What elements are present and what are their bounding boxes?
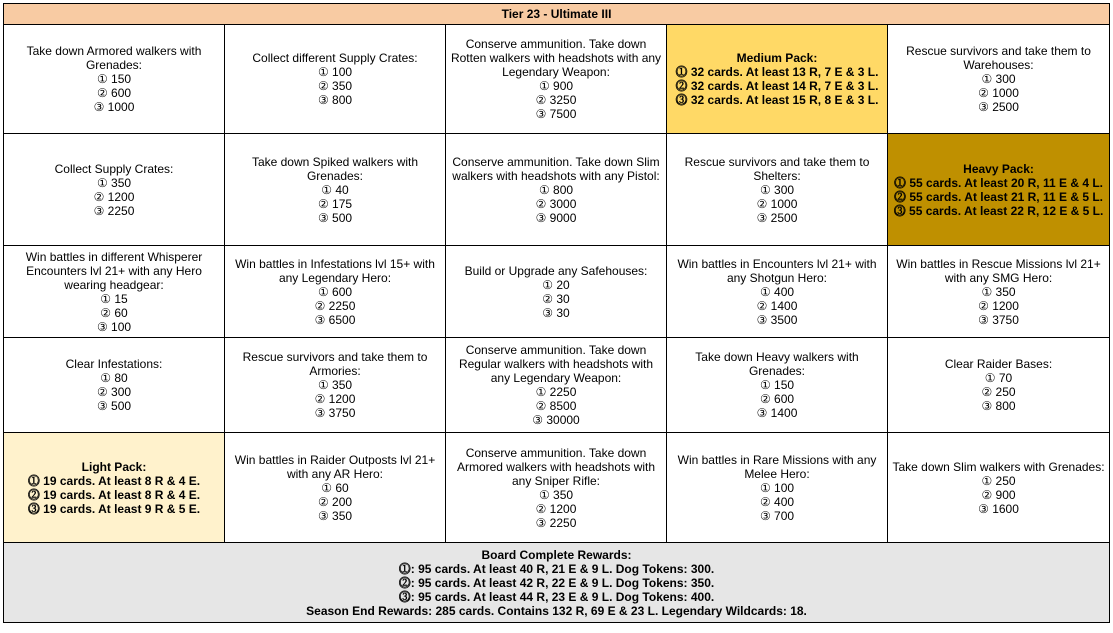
challenge-description: Rescue survivors and take them to Shelters: [684, 154, 870, 183]
challenge-target-tier-1: ① 900 [538, 79, 574, 93]
footer-row [4, 543, 1110, 623]
board-row [4, 246, 1110, 338]
challenge-cell [446, 338, 667, 433]
challenge-target-tier-2: ② 60 [100, 305, 128, 320]
challenge-description: Clear Infestations: [65, 357, 163, 371]
challenge-target-tier-3: ③ 30000 [532, 413, 580, 427]
pack-reward-cell [4, 433, 225, 543]
challenge-target-tier-1: ① 60 [321, 480, 349, 495]
challenge-target-tier-2: ② 30 [542, 291, 570, 306]
tier-title: Tier 23 - Ultimate III [4, 4, 1110, 25]
challenge-target-tier-1: ① 20 [542, 277, 570, 292]
challenge-target-tier-1: ① 350 [317, 378, 353, 392]
challenge-cell [888, 433, 1110, 543]
challenge-description: Rescue survivors and take them to Armories: [242, 350, 428, 378]
challenge-target-tier-1: ① 300 [981, 72, 1016, 86]
challenge-target-tier-3: ③ 3750 [978, 312, 1019, 327]
pack-title: Heavy Pack: [963, 161, 1034, 176]
challenge-target-tier-3: ③ 2500 [978, 100, 1019, 114]
challenge-target-tier-1: ① 300 [759, 182, 795, 197]
pack-title: Medium Pack: [736, 51, 818, 65]
pack-tier-1: ⓵ 55 cards. At least 20 R, 11 E & 4 L. [894, 175, 1104, 190]
challenge-target-tier-3: ③ 2500 [756, 210, 798, 225]
challenge-cell [225, 338, 446, 433]
challenge-target-tier-1: ① 2250 [535, 385, 577, 399]
challenge-cell [888, 25, 1110, 134]
challenge-target-tier-3: ③ 500 [317, 210, 353, 225]
challenge-target-tier-1: ① 250 [981, 473, 1016, 488]
challenge-target-tier-2: ② 300 [96, 385, 132, 399]
challenge-target-tier-2: ② 8500 [535, 399, 577, 413]
board-complete-reward-1: ⓵: 95 cards. At least 40 R, 21 E & 9 L. Dog Tokens: 300. [398, 561, 715, 576]
challenge-target-tier-3: ③ 6500 [314, 312, 356, 327]
challenge-target-tier-1: ① 400 [759, 284, 795, 299]
challenge-cell [888, 246, 1110, 338]
board-complete-reward-3: ⓷: 95 cards. At least 44 R, 23 E & 9 L. Dog Tokens: 400. [398, 589, 715, 604]
challenge-cell [4, 338, 225, 433]
challenge-target-tier-1: ① 800 [538, 182, 574, 197]
challenge-cell [667, 246, 888, 338]
challenge-description: Win battles in Encounters lvl 21+ with any Shotgun Hero: [677, 256, 877, 285]
challenge-description: Win battles in Rare Missions with any Melee Hero: [677, 452, 877, 481]
challenge-cell [446, 134, 667, 246]
pack-reward-cell [667, 25, 888, 134]
board-row [4, 433, 1110, 543]
challenge-target-tier-1: ① 100 [317, 65, 353, 79]
challenge-cell [446, 25, 667, 134]
challenge-description: Build or Upgrade any Safehouses: [464, 263, 648, 278]
challenge-target-tier-2: ② 1400 [756, 298, 798, 313]
challenge-cell [4, 246, 225, 338]
challenge-target-tier-3: ③ 9000 [535, 210, 577, 225]
challenge-target-tier-1: ① 100 [759, 480, 795, 495]
challenge-target-tier-2: ② 1200 [535, 501, 577, 516]
challenge-target-tier-3: ③ 800 [981, 399, 1016, 413]
board-complete-reward-2: ⓶: 95 cards. At least 42 R, 22 E & 9 L. Dog Tokens: 350. [398, 575, 715, 590]
challenge-target-tier-2: ② 1200 [978, 298, 1019, 313]
challenge-description: Rescue survivors and take them to Warehouses: [906, 44, 1091, 72]
challenge-description: Conserve ammunition. Take down Rotten walkers with headshots with any Legendary Weapon: [450, 37, 662, 79]
challenge-description: Conserve ammunition. Take down Slim walkers with headshots with any Pistol: [452, 154, 660, 183]
challenge-target-tier-1: ① 350 [96, 175, 132, 190]
challenge-target-tier-2: ② 200 [317, 494, 353, 509]
pack-tier-1: ⓵ 32 cards. At least 13 R, 7 E & 3 L. [675, 65, 879, 79]
pack-reward-cell [888, 134, 1110, 246]
challenge-cell [446, 246, 667, 338]
challenge-cell [225, 134, 446, 246]
board-row [4, 134, 1110, 246]
challenge-target-tier-3: ③ 2250 [93, 203, 135, 218]
challenge-target-tier-3: ③ 700 [759, 508, 795, 523]
challenge-target-tier-3: ③ 500 [96, 399, 132, 413]
challenge-target-tier-2: ② 350 [317, 79, 353, 93]
challenge-cell [446, 433, 667, 543]
challenge-target-tier-2: ② 600 [96, 86, 132, 100]
tier-board-table [3, 3, 1110, 623]
challenge-target-tier-2: ② 3250 [535, 93, 577, 107]
challenge-cell [667, 338, 888, 433]
challenge-description: Conserve ammunition. Take down Armored walkers with headshots with any Sniper Rifle: [456, 445, 656, 488]
challenge-target-tier-3: ③ 1600 [978, 501, 1019, 516]
challenge-target-tier-3: ③ 3500 [756, 312, 798, 327]
challenge-cell [225, 246, 446, 338]
challenge-target-tier-3: ③ 100 [96, 319, 132, 334]
challenge-description: Take down Armored walkers with Grenades: [26, 44, 202, 72]
challenge-target-tier-3: ③ 1000 [93, 100, 135, 114]
challenge-description: Take down Spiked walkers with Grenades: [251, 154, 419, 183]
rewards-summary [4, 543, 1110, 623]
challenge-cell [4, 25, 225, 134]
challenge-target-tier-2: ② 1200 [93, 189, 135, 204]
challenge-description: Clear Raider Bases: [944, 357, 1053, 371]
challenge-target-tier-3: ③ 7500 [535, 107, 577, 121]
challenge-target-tier-2: ② 400 [759, 494, 795, 509]
pack-tier-3: ⓷ 32 cards. At least 15 R, 8 E & 3 L. [675, 93, 879, 107]
challenge-target-tier-2: ② 1000 [978, 86, 1019, 100]
challenge-target-tier-2: ② 600 [759, 392, 795, 406]
pack-title: Light Pack: [81, 459, 147, 474]
pack-tier-2: ⓶ 32 cards. At least 14 R, 7 E & 3 L. [675, 79, 879, 93]
challenge-target-tier-1: ① 350 [538, 487, 574, 502]
board-complete-heading: Board Complete Rewards: [481, 547, 632, 562]
challenge-target-tier-3: ③ 3750 [314, 406, 356, 420]
challenge-description: Win battles in Raider Outposts lvl 21+ with any AR Hero: [234, 452, 436, 481]
challenge-target-tier-2: ② 3000 [535, 196, 577, 211]
challenge-target-tier-3: ③ 2250 [535, 515, 577, 530]
challenge-description: Win battles in different Whisperer Encounters lvl 21+ with any Hero wearing headgear: [25, 249, 203, 292]
challenge-description: Collect Supply Crates: [54, 161, 174, 176]
challenge-target-tier-1: ① 70 [984, 371, 1013, 385]
challenge-target-tier-3: ③ 1400 [756, 406, 798, 420]
pack-tier-2: ⓶ 19 cards. At least 8 R & 4 E. [27, 487, 201, 502]
pack-tier-2: ⓶ 55 cards. At least 21 R, 11 E & 5 L. [894, 189, 1104, 204]
pack-tier-3: ⓷ 55 cards. At least 22 R, 12 E & 5 L. [893, 203, 1104, 218]
challenge-cell [888, 338, 1110, 433]
board-row [4, 338, 1110, 433]
challenge-cell [667, 134, 888, 246]
challenge-cell [4, 134, 225, 246]
challenge-target-tier-1: ① 600 [317, 284, 353, 299]
challenge-target-tier-3: ③ 800 [317, 93, 353, 107]
challenge-target-tier-1: ① 350 [981, 284, 1016, 299]
challenge-target-tier-3: ③ 30 [542, 305, 570, 320]
challenge-target-tier-1: ① 80 [100, 371, 128, 385]
challenge-cell [225, 25, 446, 134]
challenge-description: Conserve ammunition. Take down Regular walkers with headshots with any Legendary Weapon: [458, 343, 654, 385]
challenge-target-tier-2: ② 2250 [314, 298, 356, 313]
challenge-target-tier-1: ① 150 [759, 378, 795, 392]
pack-tier-1: ⓵ 19 cards. At least 8 R & 4 E. [27, 473, 201, 488]
challenge-cell [225, 433, 446, 543]
season-end-rewards: Season End Rewards: 285 cards. Contains 132 R, 69 E & 23 L. Legendary Wildcards: 18. [306, 603, 807, 618]
challenge-description: Take down Slim walkers with Grenades: [892, 459, 1105, 474]
challenge-target-tier-3: ③ 350 [317, 508, 353, 523]
challenge-target-tier-2: ② 1000 [756, 196, 798, 211]
challenge-target-tier-2: ② 250 [981, 385, 1016, 399]
challenge-target-tier-2: ② 900 [981, 487, 1016, 502]
challenge-cell [667, 433, 888, 543]
challenge-description: Take down Heavy walkers with Grenades: [695, 350, 859, 378]
pack-tier-3: ⓷ 19 cards. At least 9 R & 5 E. [27, 501, 201, 516]
challenge-target-tier-1: ① 15 [100, 291, 128, 306]
challenge-target-tier-2: ② 175 [317, 196, 353, 211]
challenge-description: Win battles in Rescue Missions lvl 21+ with any SMG Hero: [896, 256, 1101, 285]
challenge-target-tier-1: ① 40 [321, 182, 349, 197]
title-row [4, 4, 1110, 25]
challenge-target-tier-2: ② 1200 [314, 392, 356, 406]
challenge-target-tier-1: ① 150 [96, 72, 132, 86]
challenge-description: Collect different Supply Crates: [252, 51, 418, 65]
board-row [4, 25, 1110, 134]
challenge-description: Win battles in Infestations lvl 15+ with any Legendary Hero: [235, 256, 435, 285]
